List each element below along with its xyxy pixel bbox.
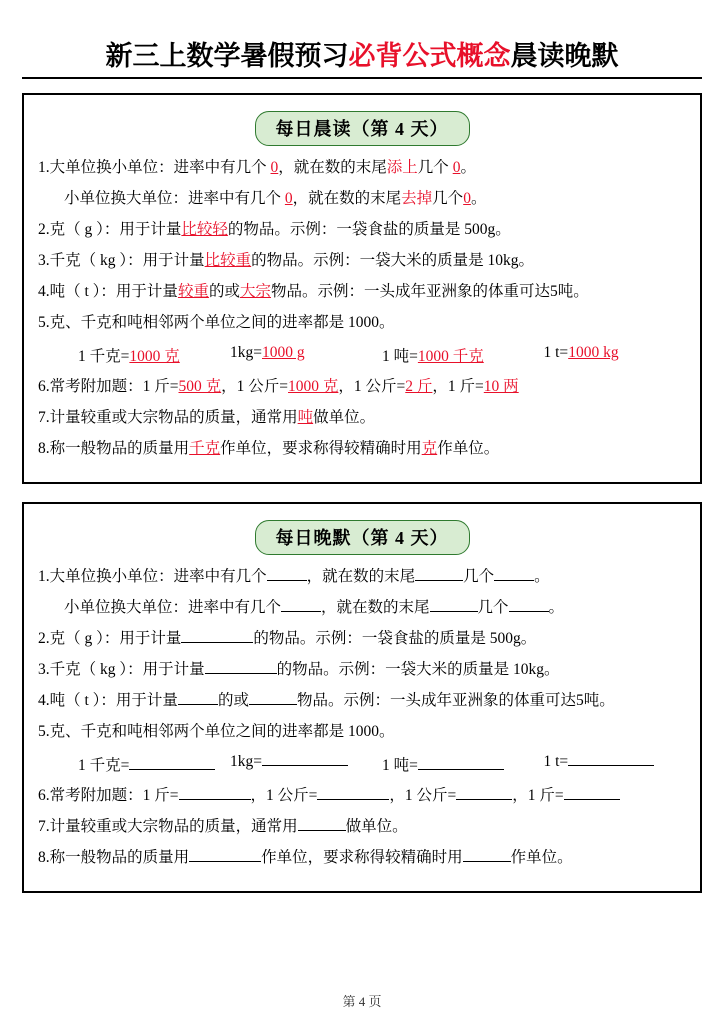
- answer-red: 0: [284, 190, 293, 208]
- fill-blank[interactable]: [179, 799, 251, 800]
- answer-red: 克: [421, 440, 438, 458]
- answer-red: 2 斤: [405, 378, 433, 396]
- text: 小单位换大单位：进率中有几个: [64, 190, 285, 208]
- text: 。: [460, 159, 476, 176]
- text: 。: [548, 599, 565, 617]
- evening-line-1a: [38, 565, 686, 589]
- text: 1.大单位换小单位：进率中有几个: [38, 159, 271, 176]
- text: 1 吨=: [382, 348, 418, 366]
- page-title: [22, 34, 702, 79]
- text: 物品。示例：一头成年亚洲象的体重可达5吨。: [270, 283, 589, 301]
- morning-unit-4: [544, 344, 687, 366]
- fill-blank[interactable]: [189, 861, 261, 862]
- text: 物品。示例：一头成年亚洲象的体重可达5吨。: [296, 692, 615, 710]
- answer-red: 1000 g: [262, 344, 305, 362]
- fill-blank[interactable]: [418, 769, 504, 770]
- text: 几个: [477, 599, 509, 617]
- fill-blank[interactable]: [249, 704, 297, 705]
- answer-red: 1000 千克: [417, 348, 484, 366]
- morning-line-3: [38, 249, 686, 273]
- evening-unit-row: [38, 753, 686, 775]
- page-footer: 第 4 页: [342, 994, 382, 1009]
- text: 1 吨=: [382, 757, 418, 775]
- text: 作单位。: [510, 849, 573, 867]
- answer-red: 0: [463, 190, 471, 208]
- fill-blank[interactable]: [178, 704, 218, 705]
- evening-line-8: [38, 846, 686, 870]
- text: 8.称一般物品的质量用: [38, 440, 190, 458]
- text: 的物品。示例：一袋食盐的质量是 500g。: [227, 221, 511, 239]
- morning-line-1b: [38, 187, 686, 211]
- morning-line-4: [38, 280, 686, 304]
- evening-line-4: [38, 689, 686, 713]
- evening-dictation-section: [22, 502, 702, 893]
- fill-blank[interactable]: [267, 580, 307, 581]
- text: ，1 公斤=: [221, 378, 289, 396]
- answer-red: 吨: [297, 409, 314, 427]
- text: 3.千克（ kg ）：用于计量: [38, 661, 205, 679]
- text: ，1 斤=: [432, 378, 484, 396]
- morning-line-7: [38, 406, 686, 430]
- morning-header: [38, 111, 686, 146]
- text: 几个: [417, 159, 453, 176]
- text: 做单位。: [313, 409, 376, 427]
- answer-red: 比较重: [204, 252, 252, 270]
- text: 的物品。示例：一袋食盐的质量是 500g。: [253, 630, 537, 648]
- text: 1 千克=: [78, 757, 130, 775]
- text: 2.克（ g ）：用于计量: [38, 221, 182, 239]
- morning-unit-3: [382, 344, 544, 366]
- evening-badge: 每日晚默（第 4 天）: [255, 520, 470, 555]
- text: 几个: [432, 190, 464, 208]
- text: 。: [534, 568, 550, 586]
- text: 1 t=: [543, 344, 569, 362]
- text: 做单位。: [345, 818, 408, 836]
- text: 6.常考附加题：1 斤=: [38, 378, 179, 396]
- answer-red: 较重: [177, 283, 209, 301]
- evening-header: [38, 520, 686, 555]
- title-highlight: 必背公式概念: [348, 41, 511, 71]
- morning-unit-row: [38, 344, 686, 366]
- evening-line-5: 5.克、千克和吨相邻两个单位之间的进率都是 1000。: [38, 723, 395, 741]
- fill-blank[interactable]: [281, 611, 321, 612]
- text: 的物品。示例：一袋大米的质量是 10kg。: [251, 252, 535, 270]
- morning-line-8: [38, 437, 686, 461]
- evening-line-1b: [38, 596, 686, 620]
- evening-unit-2: [230, 753, 382, 775]
- text: 的或: [208, 283, 240, 301]
- answer-red: 千克: [189, 440, 221, 458]
- title-part2: 晨读晚默: [510, 41, 619, 71]
- text: ，1 公斤=: [250, 787, 318, 805]
- evening-unit-4: [544, 753, 687, 775]
- fill-blank[interactable]: [509, 611, 549, 612]
- morning-badge: 每日晨读（第 4 天）: [255, 111, 470, 146]
- text: 1kg=: [230, 344, 262, 362]
- morning-reading-section: [22, 93, 702, 484]
- evening-line-7: [38, 815, 686, 839]
- fill-blank[interactable]: [564, 799, 620, 800]
- answer-red: 0: [270, 159, 279, 176]
- fill-blank[interactable]: [129, 769, 215, 770]
- text: ，1 斤=: [512, 787, 564, 805]
- text: 1.大单位换小单位：进率中有几个: [38, 568, 267, 586]
- fill-blank[interactable]: [568, 765, 654, 766]
- answer-red: 10 两: [483, 378, 519, 396]
- fill-blank[interactable]: [262, 765, 348, 766]
- text: ，就在数的末尾: [321, 599, 430, 617]
- answer-red: 1000 kg: [568, 344, 619, 362]
- fill-blank[interactable]: [430, 611, 478, 612]
- title-part1: 新三上数学暑假预习: [105, 41, 349, 71]
- morning-unit-2: [230, 344, 382, 366]
- answer-red: 添上: [386, 159, 418, 176]
- answer-red: 大宗: [239, 283, 271, 301]
- text: ，1 公斤=: [338, 378, 406, 396]
- text: 1kg=: [230, 753, 262, 771]
- text: 。: [470, 190, 487, 208]
- evening-line-6: [38, 784, 686, 808]
- evening-line-2: [38, 627, 686, 651]
- text: 3.千克（ kg ）：用于计量: [38, 252, 205, 270]
- text: 8.称一般物品的质量用: [38, 849, 190, 867]
- morning-unit-1: [78, 344, 230, 366]
- fill-blank[interactable]: [298, 830, 346, 831]
- text: 2.克（ g ）：用于计量: [38, 630, 182, 648]
- text: 的物品。示例：一袋大米的质量是 10kg。: [276, 661, 560, 679]
- text: 1 t=: [543, 753, 569, 771]
- answer-red: 1000 克: [129, 348, 180, 366]
- text: 4.吨（ t ）：用于计量: [38, 692, 178, 710]
- morning-line-5: 5.克、千克和吨相邻两个单位之间的进率都是 1000。: [38, 314, 395, 332]
- fill-blank[interactable]: [317, 799, 389, 800]
- text: 的或: [217, 692, 249, 710]
- fill-blank[interactable]: [463, 861, 511, 862]
- text: 1 千克=: [78, 348, 130, 366]
- fill-blank[interactable]: [205, 673, 277, 674]
- fill-blank[interactable]: [181, 642, 253, 643]
- evening-unit-1: [78, 753, 230, 775]
- text: ，就在数的末尾: [292, 190, 402, 208]
- text: 7.计量较重或大宗物品的质量，通常用: [38, 409, 298, 427]
- text: 4.吨（ t ）：用于计量: [38, 283, 178, 301]
- fill-blank[interactable]: [415, 580, 463, 581]
- answer-red: 比较轻: [181, 221, 228, 239]
- evening-unit-3: [382, 753, 544, 775]
- text: 几个: [463, 568, 495, 586]
- answer-red: 去掉: [401, 190, 433, 208]
- text: ，1 公斤=: [389, 787, 457, 805]
- fill-blank[interactable]: [456, 799, 512, 800]
- morning-line-1a: [38, 156, 686, 180]
- evening-line-3: [38, 658, 686, 682]
- answer-red: 1000 克: [288, 378, 339, 396]
- text: 作单位，要求称得较精确时用: [220, 440, 422, 458]
- morning-line-2: [38, 218, 686, 242]
- morning-line-6: [38, 375, 686, 399]
- text: 作单位。: [437, 440, 500, 458]
- answer-red: 500 克: [178, 378, 222, 396]
- text: ，就在数的末尾: [306, 568, 416, 586]
- fill-blank[interactable]: [494, 580, 534, 581]
- answer-red: 0: [452, 159, 461, 176]
- text: 小单位换大单位：进率中有几个: [64, 599, 282, 617]
- text: 7.计量较重或大宗物品的质量，通常用: [38, 818, 298, 836]
- text: ，就在数的末尾: [278, 159, 387, 176]
- text: 6.常考附加题：1 斤=: [38, 787, 179, 805]
- text: 作单位，要求称得较精确时用: [261, 849, 463, 867]
